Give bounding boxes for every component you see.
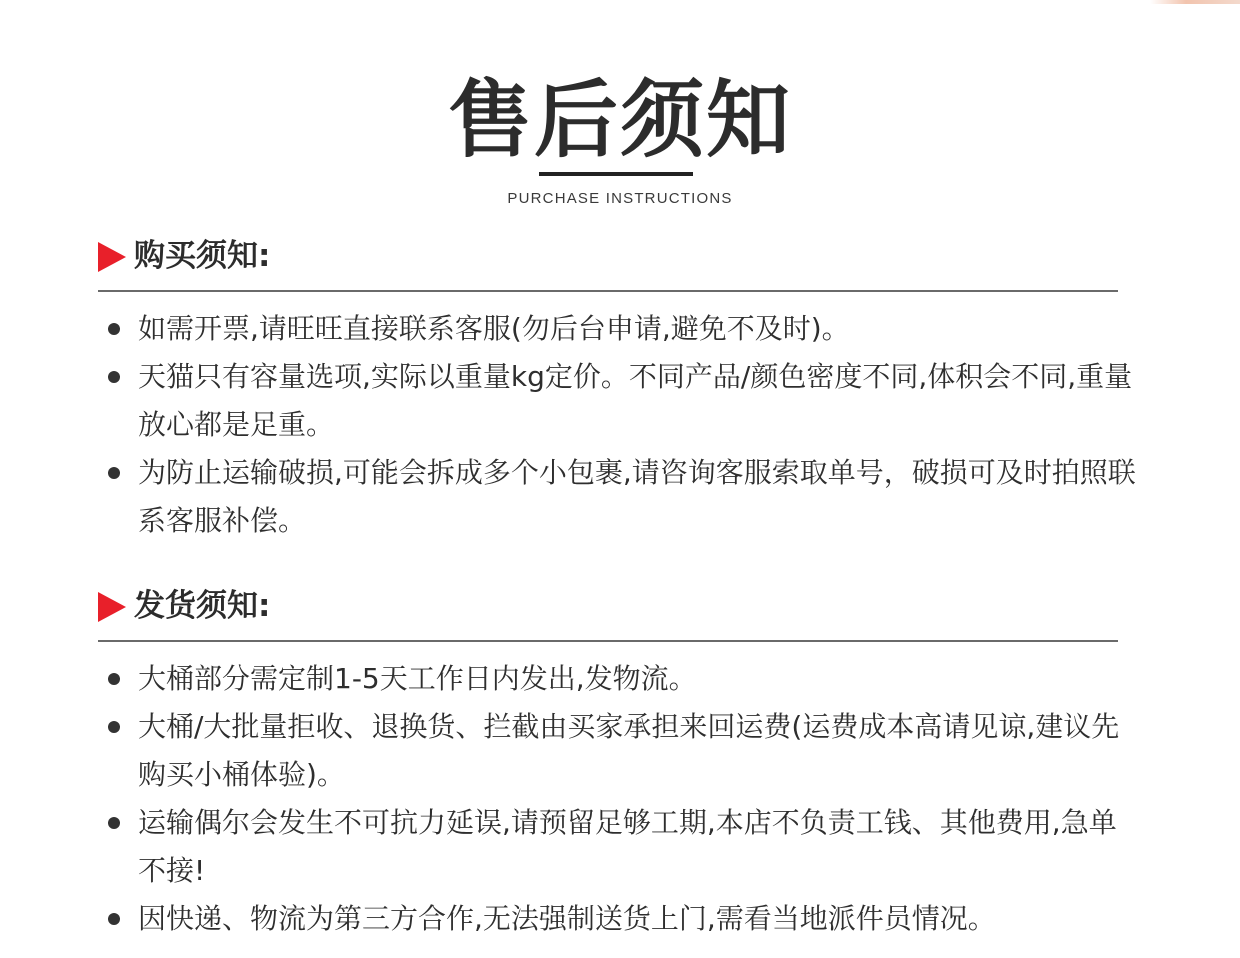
bullet-icon <box>108 371 120 383</box>
bullet-icon <box>108 467 120 479</box>
red-arrow-icon <box>98 592 126 622</box>
title-underline <box>539 172 693 176</box>
list-item-text: 天猫只有容量选项,实际以重量kg定价。不同产品/颜色密度不同,体积会不同,重量放心都是足重。 <box>138 360 1133 441</box>
list-item-text: 运输偶尔会发生不可抗力延误,请预留足够工期,本店不负责工钱、其他费用,急单不接! <box>138 806 1117 887</box>
list-item-text: 如需开票,请旺旺直接联系客服(勿后台申请,避免不及时)。 <box>138 312 850 345</box>
page-subtitle: PURCHASE INSTRUCTIONS <box>507 190 733 207</box>
list-item-text: 因快递、物流为第三方合作,无法强制送货上门,需看当地派件员情况。 <box>138 902 996 935</box>
notes-list <box>98 655 1138 943</box>
red-arrow-icon <box>98 242 126 272</box>
bullet-icon <box>108 721 120 733</box>
list-item <box>98 655 1138 703</box>
list-item-text: 大桶/大批量拒收、退换货、拦截由买家承担来回运费(运费成本高请见谅,建议先购买小桶体验)。 <box>138 710 1120 791</box>
list-item <box>98 305 1138 353</box>
bullet-icon <box>108 673 120 685</box>
bullet-icon <box>108 913 120 925</box>
list-item <box>98 895 1138 943</box>
list-item-text: 大桶部分需定制1-5天工作日内发出,发物流。 <box>138 662 697 695</box>
section-divider <box>98 290 1118 292</box>
list-item <box>98 799 1138 895</box>
list-item <box>98 449 1138 545</box>
corner-accent <box>1150 0 1240 4</box>
section-header <box>98 236 1138 276</box>
page-title: 售后须知 <box>447 71 792 169</box>
section-shipping-notes <box>98 586 1138 943</box>
bullet-icon <box>108 817 120 829</box>
section-header <box>98 586 1138 626</box>
section-purchase-notes <box>98 236 1138 545</box>
section-title: 发货须知: <box>134 588 271 624</box>
notes-list <box>98 305 1138 545</box>
bullet-icon <box>108 323 120 335</box>
list-item <box>98 703 1138 799</box>
list-item-text: 为防止运输破损,可能会拆成多个小包裹,请咨询客服索取单号，破损可及时拍照联系客服补偿。 <box>138 456 1136 537</box>
section-divider <box>98 640 1118 642</box>
section-title: 购买须知: <box>134 238 271 274</box>
list-item <box>98 353 1138 449</box>
